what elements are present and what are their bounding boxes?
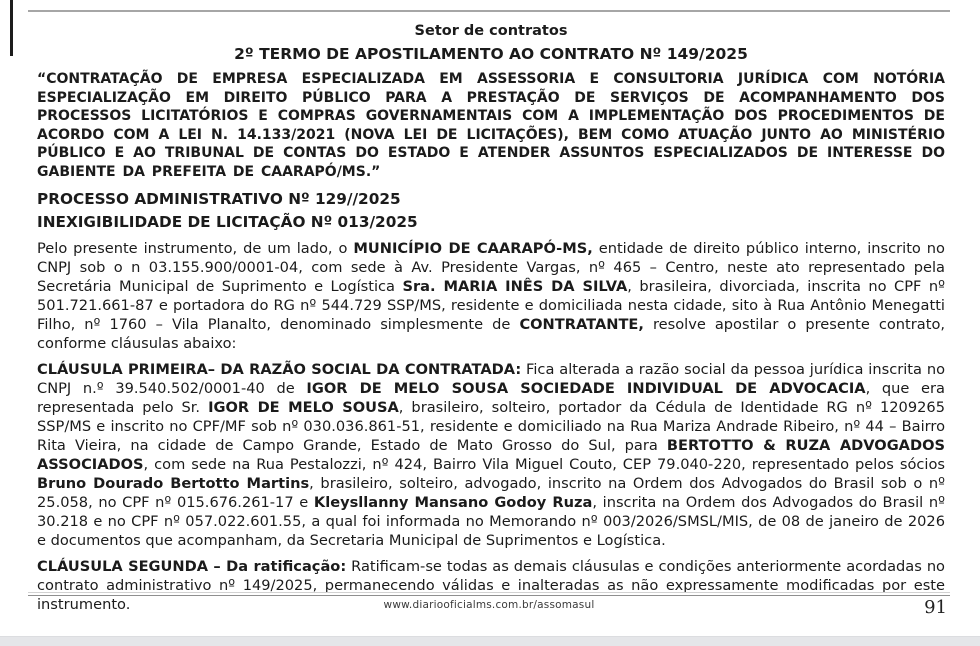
text-run: , brasileira, divorciada, inscrita no CPF nº 501.721.661-87 e portadora do RG nº 544.729 SSP/MS, residente e domiciliada nesta cidade, sito à Rua Antônio Menegatti Filho, nº 1760 – Vila Planalto, denominado simplesmente de bbox=[37, 278, 945, 333]
top-divider bbox=[28, 10, 950, 12]
text-run: entidade de direito público interno, inscrito no CNPJ sob o n 03.155.900/0001-04, com sede à Av. Presidente Vargas, nº 465 – Centro, neste ato representado pela Secretária Municipal de Suprimento e Logística bbox=[37, 240, 945, 295]
bold-text-run: IGOR DE MELO SOUSA bbox=[208, 399, 399, 416]
page-footer bbox=[28, 592, 950, 624]
bold-text-run: CLÁUSULA SEGUNDA – Da ratificação: bbox=[37, 558, 347, 575]
document-title: 2º TERMO DE APOSTILAMENTO AO CONTRATO Nº 149/2025 bbox=[234, 45, 748, 63]
text-run: , brasileiro, solteiro, portador da Cédula de Identidade RG nº 1209265 SSP/MS e inscrito no CPF/MF sob nº 030.036.861-51, residente e domiciliado na Rua Mariza Andrade Ribeiro, nº 44 – Bairro Rita Vieira, na cidade de Campo Grande, Estado de Mato Grosso do Sul, para bbox=[37, 399, 945, 454]
text-run: resolve apostilar o presente contrato, conforme cláusulas abaixo: bbox=[37, 316, 946, 352]
text-run: , com sede na Rua Pestalozzi, nº 424, Bairro Vila Miguel Couto, CEP 79.040-220, representado pelos sócios bbox=[143, 456, 945, 473]
process-number-line: PROCESSO ADMINISTRATIVO Nº 129//2025 bbox=[37, 190, 401, 208]
contract-object-quote: “CONTRATAÇÃO DE EMPRESA ESPECIALIZADA EM ASSESSORIA E CONSULTORIA JURÍDICA COM NOTÓRIA ESPECIALIZAÇÃO EM DIREITO PÚBLICO PARA A PRESTAÇÃO DE SERVIÇOS DE ACOMPANHAMENTO DOS PROCESSOS LICITATÓRIOS E COMPRAS GOVERNAMENTAIS COM A IMPLEMENTAÇÃO DOS PROCEDIMENTOS DE ACORDO COM A LEI N. 14.133/2021 (NOVA LEI DE LICITAÇÕES), BEM COMO ATUAÇÃO JUNTO AO MINISTÉRIO PÚBLICO E AO TRIBUNAL DE CONTAS DO ESTADO E ATENDER ASSUNTOS ESPECIALIZADOS DE INTERESSE DO GABIENTE DA PREFEITA DE CAARAPÓ/MS.” bbox=[37, 71, 945, 180]
bottom-band bbox=[0, 636, 980, 646]
document-content bbox=[37, 13, 945, 614]
text-run: Pelo presente instrumento, de um lado, o bbox=[37, 240, 354, 257]
bold-text-run: MUNICÍPIO DE CAARAPÓ-MS, bbox=[353, 240, 593, 257]
text-run: Fica alterada a razão social da pessoa jurídica inscrita no CNPJ n.º 39.540.502/0001-40 de bbox=[37, 361, 945, 397]
page-number: 91 bbox=[924, 597, 947, 618]
page-edge-mark bbox=[10, 0, 13, 56]
footer-url: www.diariooficialms.com.br/assomasul bbox=[383, 599, 595, 611]
text-run: , que era representada pelo Sr. bbox=[37, 380, 945, 416]
paragraph bbox=[37, 360, 945, 550]
bidding-exemption-line: INEXIGIBILIDADE DE LICITAÇÃO Nº 013/2025 bbox=[37, 213, 418, 231]
section-title: Setor de contratos bbox=[414, 23, 568, 39]
bold-text-run: BERTOTTO & RUZA ADVOGADOS ASSOCIADOS bbox=[37, 437, 946, 473]
footer-row bbox=[28, 596, 950, 624]
bold-text-run: Sra. MARIA INÊS DA SILVA bbox=[402, 278, 628, 295]
text-run: , inscrita na Ordem dos Advogados do Brasil nº 30.218 e no CPF nº 057.022.601.55, a qual foi informada no Memorando nº 003/2026/SMSL/MIS, de 08 de janeiro de 2026 e documentos que acompanham, da Secretaria Municipal de Suprimentos e Logística. bbox=[37, 494, 945, 549]
paragraph bbox=[37, 239, 945, 353]
bold-text-run: IGOR DE MELO SOUSA SOCIEDADE INDIVIDUAL DE ADVOCACIA bbox=[306, 380, 866, 397]
bold-text-run: Bruno Dourado Bertotto Martins bbox=[37, 475, 310, 492]
document-body bbox=[37, 239, 945, 614]
bold-text-run: CONTRATANTE, bbox=[519, 316, 644, 333]
text-run: , brasileiro, solteiro, advogado, inscrito na Ordem dos Advogados do Brasil sob o nº 25.058, no CPF nº 015.676.261-17 e bbox=[37, 475, 945, 511]
bold-text-run: CLÁUSULA PRIMEIRA– DA RAZÃO SOCIAL DA CONTRATADA: bbox=[37, 361, 522, 378]
bold-text-run: Kleysllanny Mansano Godoy Ruza bbox=[313, 494, 593, 511]
text-run: Ratificam-se todas as demais cláusulas e condições anteriormente acordadas no contrato administrativo nº 149/2025, permanecendo válidas e inalteradas as não expressamente modificadas por este instrumento. bbox=[37, 558, 945, 613]
